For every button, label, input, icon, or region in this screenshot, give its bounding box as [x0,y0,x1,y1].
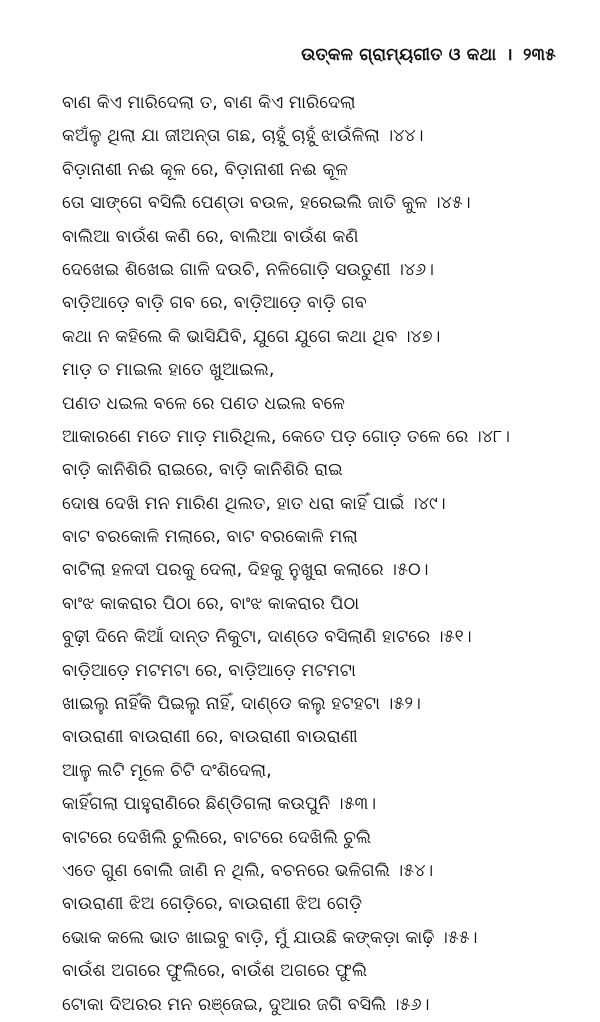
verse-line: ବୁଢ଼ୀ ଦିନେ କିଆଁ ଦାନ୍ତ ନିକୁଟା, ଦାଣ୍ଡେ ବସିଲାଣି ହାଟରେ ।୫୧। [62,627,472,648]
running-header [301,42,556,65]
verse-line: ବାଉରାଣୀ ବାଉରାଣୀ ରେ, ବାଉରାଣୀ ବାଉରାଣୀ [62,727,358,748]
verse-line: ଟୋକା ଦିଅରର ମନ ରଞ୍ଜେଇ, ଦୁଆର ଜଗି ବସିଲି ।୫୬। [62,994,430,1015]
verse-line: ଭୋକ କଲେ ଭାତ ଖାଇବୁ ବାଡ଼ି, ମୁଁ ଯାଉଛି କଙ୍କଡ଼ା କାଢ଼ି ।୫୫। [62,927,478,948]
verse-line: କଅଁଳୁ ଥିଲା ଯା ଜୀଅନ୍ତା ଗଛ, ଚାହୁଁ ଚାହୁଁ ଝାଉଁଳିଲା ।୪୪। [62,126,424,147]
verse-body [62,87,570,1022]
verse-line: ଆଳୁ ଲଟି ମୂଳେ ଚିଟି ଦଂଶିଦେଲା, [62,760,272,781]
verse-line: ମାଡ଼ ତ ମାଇଲ ହାତେ ଖୁଆଇଲ, [62,360,275,381]
verse-line: ତୋ ସାଙ୍ଗେ ବସିଲି ପେଣ୍ଡା ବଉଳ, ହରେଇଲି ଜାତି କୁଳ ।୪୫। [62,193,471,214]
page-number: ୨୩୫ [522,45,556,65]
verse-line: ଏତେ ଗୁଣ ବୋଲି ଜାଣି ନ ଥିଲି, ବଚନରେ ଭଳିଗଲି ।୫୪। [62,860,434,881]
verse-line: ବାଟ ବରକୋଳି ମଲାରେ, ବାଟ ବରକୋଳି ମଲା [62,527,358,548]
verse-line: ବାଣ କିଏ ମାରିଦେଲା ତ, ବାଣ କିଏ ମାରିଦେଲା [62,93,356,113]
verse-line: ଦୋଷ ଦେଖି ମନ ମାରିଣ ଥିଲତ, ହାତ ଧରା କାହିଁ ପାଇଁ ।୪୯। [62,493,446,514]
verse-line: ବାଉଁଶ ଅଗରେ ଫୁଲିରେ, ବାଉଁଶ ଅଗରେ ଫୁଲି [62,961,368,982]
verse-line: ଆକାରଣେ ମତେ ମାଡ଼ ମାରିଥିଲ, କେତେ ପଡ଼ ଗୋଡ଼ ତଳେ ରେ ।୪୮। [62,426,510,447]
verse-line: କଥା ନ କହିଲେ କି ଭାସିଯିବି, ଯୁଗେ ଯୁଗେ କଥା ଥିବ ।୪୭। [62,326,441,347]
verse-line: ବାଡ଼ିଆଡ଼େ ମଟମଟା ରେ, ବାଡ଼ିଆଡ଼େ ମଟମଟା [62,660,356,681]
verse-line: ଖାଇଲୁ ନାହିଁକି ପିଇଲୁ ନାହିଁ, ଦାଣ୍ଡେ କଲୁ ହଟହଟା ।୫୨। [62,694,421,715]
verse-line: ଦେଖେଇ ଶିଖେଇ ଗାଳି ଦଉଚି, ନଳିଗୋଡ଼ି ସଉତୁଣୀ ।୪୬। [62,259,435,280]
verse-line: ବାଲିଆ ବାଉଁଶ କଣି ରେ, ବାଲିଆ ବାଉଁଶ କଣି [62,226,359,247]
header-separator: । [506,45,513,65]
verse-line: କାହିଁଗଲା ପାହୁରାଣିରେ ଛିଣ୍ଡିଗଲା କଉପୁନି ।୫୩। [62,794,377,815]
verse-line: ବିଡ଼ାନାଶୀ ନଈ କୂଳ ରେ, ବିଡ଼ାନାଶୀ ନଈ କୂଳ [62,159,349,180]
verse-line: ବାଟରେ ଦେଖିଲି ଚୁଲିରେ, ବାଟରେ ଦେଖିଲି ଚୁଲି [62,827,372,848]
verse-line: ପଣତ ଧଇଲ ବଳେ ରେ ପଣତ ଧଇଲ ବଳେ [62,393,345,414]
verse-line: ବାଡ଼ିଆଡ଼େ ବାଡ଼ି ଗବ ରେ, ବାଡ଼ିଆଡ଼େ ବାଡ଼ି ଗବ [62,293,367,314]
verse-line: ବାଡ଼ି କାନିଶିରି ରାଇରେ, ବାଡ଼ି କାନିଶିରି ରାଇ [62,460,343,481]
book-title: ଉତ୍କଳ ଗ୍ରାମ୍ୟଗୀତ ଓ କଥା [301,45,497,65]
verse-line: ବାଉରାଣୀ ଝିଅ ଗେଡ଼ିରେ, ବାଉରାଣୀ ଝିଅ ଗେଡ଼ି [62,894,363,915]
verse-line: ବାଟିଲା ହଳଦୀ ପରକୁ ଦେଲା, ଦିହକୁ ନୁଖୁରା କଲାରେ ।୫୦। [62,560,429,581]
verse-line: ବାଂଝ କାକରାର ପିଠା ରେ, ବାଂଝ କାକରାର ପିଠା [62,593,360,614]
